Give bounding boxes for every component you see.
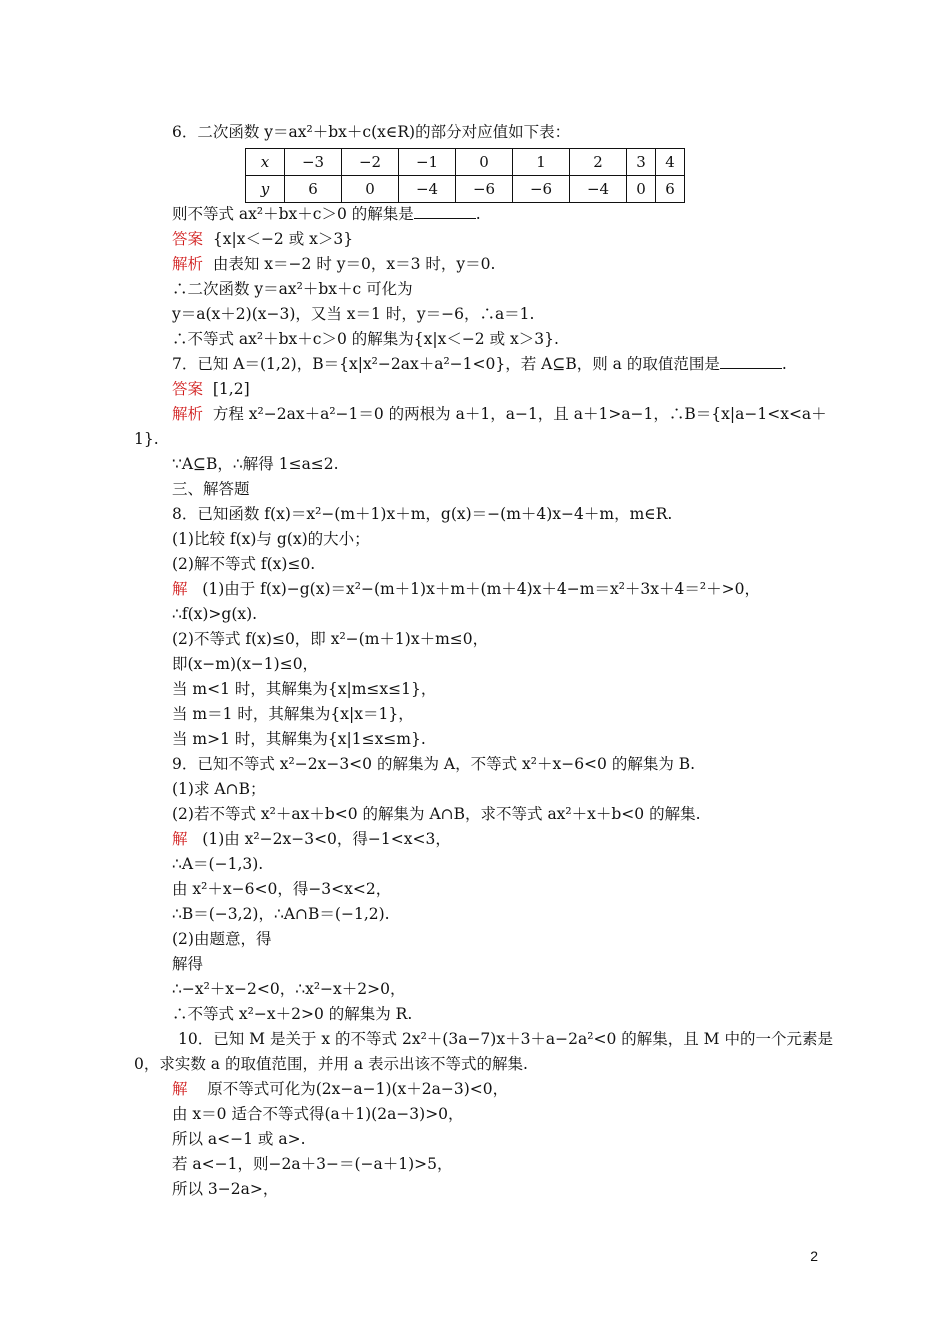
row-label: x xyxy=(246,149,285,176)
solution-line: 由 x²＋x−6<0，得−3<x<2， xyxy=(172,880,392,898)
q10-stem: 10．已知 M 是关于 x 的不等式 2x²＋(3a−7)x＋3＋a−2a²<0 的解集，且 M 中的一个元素是 xyxy=(178,1030,833,1048)
solution-text: (1)由 x²−2x−3<0，得−1<x<3， xyxy=(202,830,451,848)
solution-text: 由表知 x＝−2 时 y＝0，x＝3 时，y＝0. xyxy=(212,255,496,273)
solution-text: 原不等式可化为(2x−a−1)(x＋2a−3)<0， xyxy=(207,1080,509,1098)
page-number: 2 xyxy=(810,1248,818,1264)
answer-blank xyxy=(720,354,782,369)
solution-label: 解 xyxy=(172,580,188,598)
row-label: y xyxy=(246,176,285,203)
solution-line: 所以 a<−1 或 a>. xyxy=(172,1130,306,1148)
solution-line: ∴f(x)>g(x). xyxy=(172,605,258,623)
q10-solution xyxy=(172,1079,508,1099)
q9-part2: (2)若不等式 x²＋ax＋b<0 的解集为 A∩B，求不等式 ax²＋x＋b<0 的解集. xyxy=(172,805,701,823)
q7-solution xyxy=(172,404,827,424)
answer-label: 答案 xyxy=(172,380,204,398)
solution-line: 所以 3−2a>， xyxy=(172,1180,279,1198)
solution-line: 即(x−m)(x−1)≤0， xyxy=(172,655,319,673)
solution-label: 解 xyxy=(172,1080,188,1098)
solution-line: y＝a(x＋2)(x−3)，又当 x＝1 时，y＝−6，∴a＝1. xyxy=(172,305,535,323)
solution-text: (1)由于 f(x)−g(x)＝x²−(m＋1)x＋m＋(m＋4)x＋4−m＝x²＋3x＋4＝²＋>0， xyxy=(202,580,760,598)
q8-part2: (2)解不等式 f(x)≤0. xyxy=(172,555,316,573)
solution-line: (2)不等式 f(x)≤0，即 x²−(m＋1)x＋m≤0， xyxy=(172,630,489,648)
q6-question xyxy=(172,204,481,224)
q9-part1: (1)求 A∩B； xyxy=(172,780,266,798)
table-cell: −2 xyxy=(342,149,399,176)
table-cell: 4 xyxy=(656,149,685,176)
q6-question-end: . xyxy=(475,205,481,223)
q9-stem: 9．已知不等式 x²−2x−3<0 的解集为 A，不等式 x²＋x−6<0 的解集为 B. xyxy=(172,755,696,773)
q7-text: 7．已知 A＝(1,2)，B＝{x|x²−2ax＋a²−1<0}，若 A⊆B，则 a 的取值范围是 xyxy=(172,355,720,373)
table-row xyxy=(246,149,685,176)
table-cell: 0 xyxy=(456,149,513,176)
q6-stem: 6．二次函数 y＝ax²＋bx＋c(x∈R)的部分对应值如下表： xyxy=(172,123,571,141)
solution-line: 当 m>1 时，其解集为{x|1≤x≤m}. xyxy=(172,730,426,748)
solution-line: ∴二次函数 y＝ax²＋bx＋c 可化为 xyxy=(172,280,413,298)
q6-answer xyxy=(172,229,353,249)
value-table xyxy=(245,148,685,203)
table-cell: 0 xyxy=(627,176,656,203)
section-heading: 三、解答题 xyxy=(172,480,250,498)
solution-line: (2)由题意，得 xyxy=(172,930,272,948)
solution-line: ∴A＝(−1,3). xyxy=(172,855,264,873)
q7-end: . xyxy=(781,355,787,373)
table-cell: 0 xyxy=(342,176,399,203)
table-cell: −6 xyxy=(456,176,513,203)
solution-label: 解析 xyxy=(172,255,204,273)
solution-text: 方程 x²−2ax＋a²−1＝0 的两根为 a＋1，a−1，且 a＋1>a−1，∴B＝{x|a−1<x<a＋ xyxy=(212,405,827,423)
table-cell: 6 xyxy=(285,176,342,203)
solution-line: 1}. xyxy=(134,430,159,448)
answer-blank xyxy=(414,204,476,219)
table-cell: −6 xyxy=(513,176,570,203)
solution-line: ∴−x²＋x−2<0，∴x²−x＋2>0， xyxy=(172,980,406,998)
solution-line: 当 m<1 时，其解集为{x|m≤x≤1}， xyxy=(172,680,437,698)
q10-stem-cont: 0，求实数 a 的取值范围，并用 a 表示出该不等式的解集. xyxy=(134,1055,528,1073)
solution-line: ∴不等式 x²−x＋2>0 的解集为 R. xyxy=(172,1005,413,1023)
solution-line: 若 a<−1，则−2a＋3−＝(−a＋1)>5， xyxy=(172,1155,453,1173)
solution-line: 当 m＝1 时，其解集为{x|x＝1}， xyxy=(172,705,414,723)
table-cell: −3 xyxy=(285,149,342,176)
table-cell: −1 xyxy=(399,149,456,176)
solution-line: ∴不等式 ax²＋bx＋c＞0 的解集为{x|x＜−2 或 x＞3}. xyxy=(172,330,559,348)
table-cell: 6 xyxy=(656,176,685,203)
table-row xyxy=(246,176,685,203)
answer-text: {x|x＜−2 或 x＞3} xyxy=(212,230,354,248)
q8-stem: 8．已知函数 f(x)＝x²−(m＋1)x＋m，g(x)＝−(m＋4)x−4＋m，m∈R. xyxy=(172,505,673,523)
table-cell: −4 xyxy=(399,176,456,203)
solution-line: 解得 xyxy=(172,955,204,973)
solution-label: 解 xyxy=(172,830,188,848)
q9-solution xyxy=(172,829,451,849)
solution-line: 由 x＝0 适合不等式得(a＋1)(2a−3)>0， xyxy=(172,1105,464,1123)
q7-answer xyxy=(172,379,250,399)
answer-text: [1,2] xyxy=(212,380,250,398)
table-cell: 2 xyxy=(570,149,627,176)
q7-stem xyxy=(172,354,787,374)
table-cell: −4 xyxy=(570,176,627,203)
table-cell: 1 xyxy=(513,149,570,176)
solution-label: 解析 xyxy=(172,405,204,423)
answer-label: 答案 xyxy=(172,230,204,248)
solution-line: ∵A⊆B，∴解得 1≤a≤2. xyxy=(172,455,339,473)
q8-part1: (1)比较 f(x)与 g(x)的大小； xyxy=(172,530,370,548)
solution-line: ∴B＝(−3,2)，∴A∩B＝(−1,2). xyxy=(172,905,390,923)
q6-solution xyxy=(172,254,495,274)
q6-question-text: 则不等式 ax²＋bx＋c＞0 的解集是 xyxy=(172,205,414,223)
table-cell: 3 xyxy=(627,149,656,176)
q8-solution xyxy=(172,579,760,599)
